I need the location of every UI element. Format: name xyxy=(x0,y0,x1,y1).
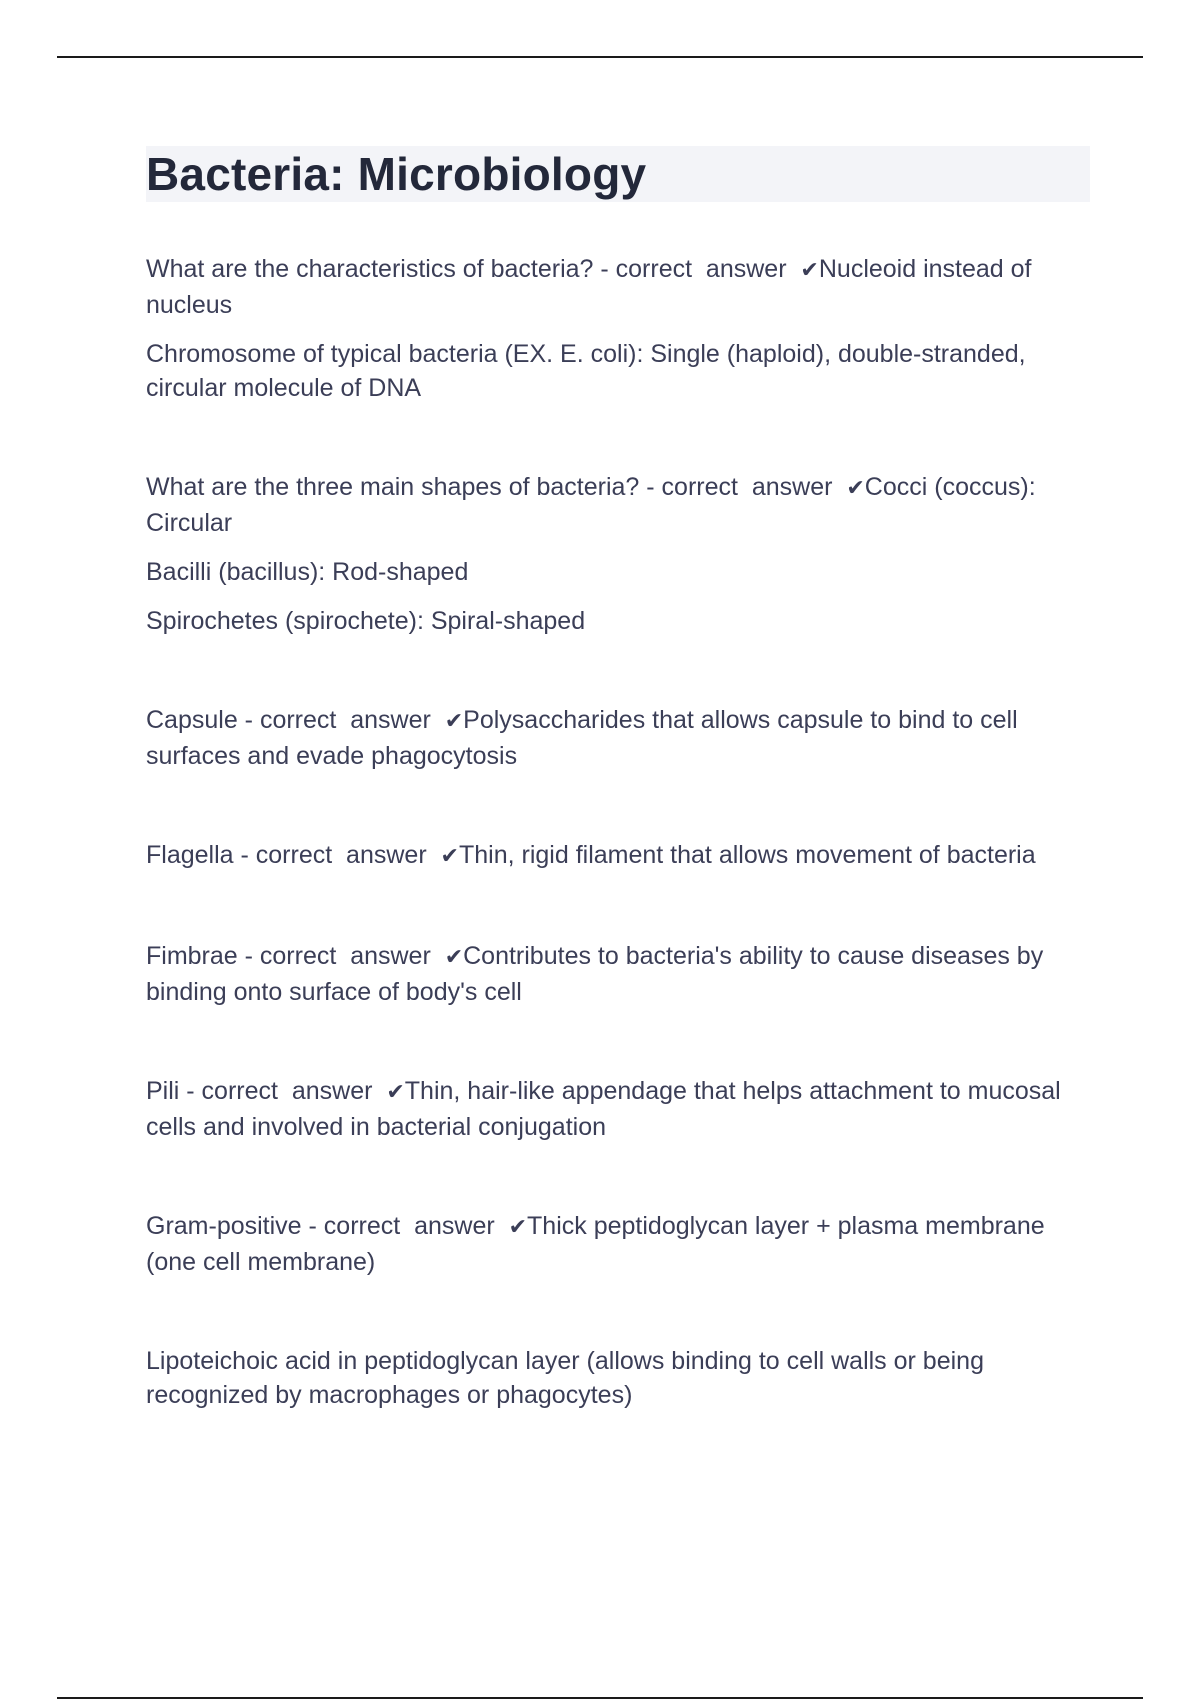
qa-line xyxy=(146,604,1090,638)
check-mark-icon: ✔ xyxy=(508,1215,528,1240)
question-text: What are the three main shapes of bacteria? - correct answer xyxy=(146,473,847,501)
qa-item xyxy=(146,838,1090,874)
page-title: Bacteria: Microbiology xyxy=(146,148,647,200)
qa-line xyxy=(146,1344,1090,1412)
answer-text: Contributes to bacteria's ability to cause diseases by binding onto surface of body's cell xyxy=(146,942,1044,1006)
qa-item xyxy=(146,1209,1090,1279)
question-text: Capsule - correct answer xyxy=(146,706,445,734)
qa-line xyxy=(146,555,1090,589)
question-text: Pili - correct answer xyxy=(146,1077,387,1105)
qa-list xyxy=(146,252,1090,1412)
qa-line xyxy=(146,252,1090,322)
qa-line xyxy=(146,703,1090,773)
bottom-rule xyxy=(57,1697,1143,1699)
answer-text: Cocci (coccus): Circular xyxy=(146,473,1036,537)
top-rule xyxy=(57,56,1143,58)
question-text: Gram-positive - correct answer xyxy=(146,1212,509,1240)
check-mark-icon: ✔ xyxy=(444,709,464,734)
answer-text: Thin, rigid filament that allows movement of bacteria xyxy=(458,841,1036,869)
answer-text: Polysaccharides that allows capsule to bind to cell surfaces and evade phagocytosis xyxy=(146,706,1018,770)
qa-item xyxy=(146,1074,1090,1144)
answer-text: Bacilli (bacillus): Rod-shaped xyxy=(146,558,469,586)
check-mark-icon: ✔ xyxy=(846,476,865,501)
qa-line xyxy=(146,337,1090,405)
answer-text: Nucleoid instead of nucleus xyxy=(146,255,1032,319)
qa-item xyxy=(146,252,1090,405)
document-body xyxy=(146,146,1090,1427)
check-mark-icon: ✔ xyxy=(440,844,459,869)
check-mark-icon: ✔ xyxy=(444,945,464,970)
qa-item xyxy=(146,1344,1090,1412)
qa-item xyxy=(146,470,1090,638)
qa-line xyxy=(146,1074,1090,1144)
qa-item xyxy=(146,939,1090,1009)
title-band xyxy=(146,146,1090,202)
answer-text: Lipoteichoic acid in peptidoglycan layer (allows binding to cell walls or being recognized by macrophages or phagocytes) xyxy=(146,1347,984,1409)
answer-text: Thick peptidoglycan layer + plasma membrane (one cell membrane) xyxy=(146,1212,1045,1276)
answer-text: Thin, hair-like appendage that helps attachment to mucosal cells and involved in bacterial conjugation xyxy=(146,1077,1061,1141)
question-text: Fimbrae - correct answer xyxy=(146,942,445,970)
question-text: What are the characteristics of bacteria? - correct answer xyxy=(146,255,801,283)
answer-text: Chromosome of typical bacteria (EX. E. coli): Single (haploid), double-stranded, circular molecule of DNA xyxy=(146,340,1026,402)
qa-item xyxy=(146,703,1090,773)
check-mark-icon: ✔ xyxy=(386,1080,405,1105)
qa-line xyxy=(146,838,1090,874)
qa-line xyxy=(146,470,1090,540)
check-mark-icon: ✔ xyxy=(800,258,819,283)
question-text: Flagella - correct answer xyxy=(146,841,441,869)
qa-line xyxy=(146,939,1090,1009)
qa-line xyxy=(146,1209,1090,1279)
answer-text: Spirochetes (spirochete): Spiral-shaped xyxy=(146,607,586,635)
